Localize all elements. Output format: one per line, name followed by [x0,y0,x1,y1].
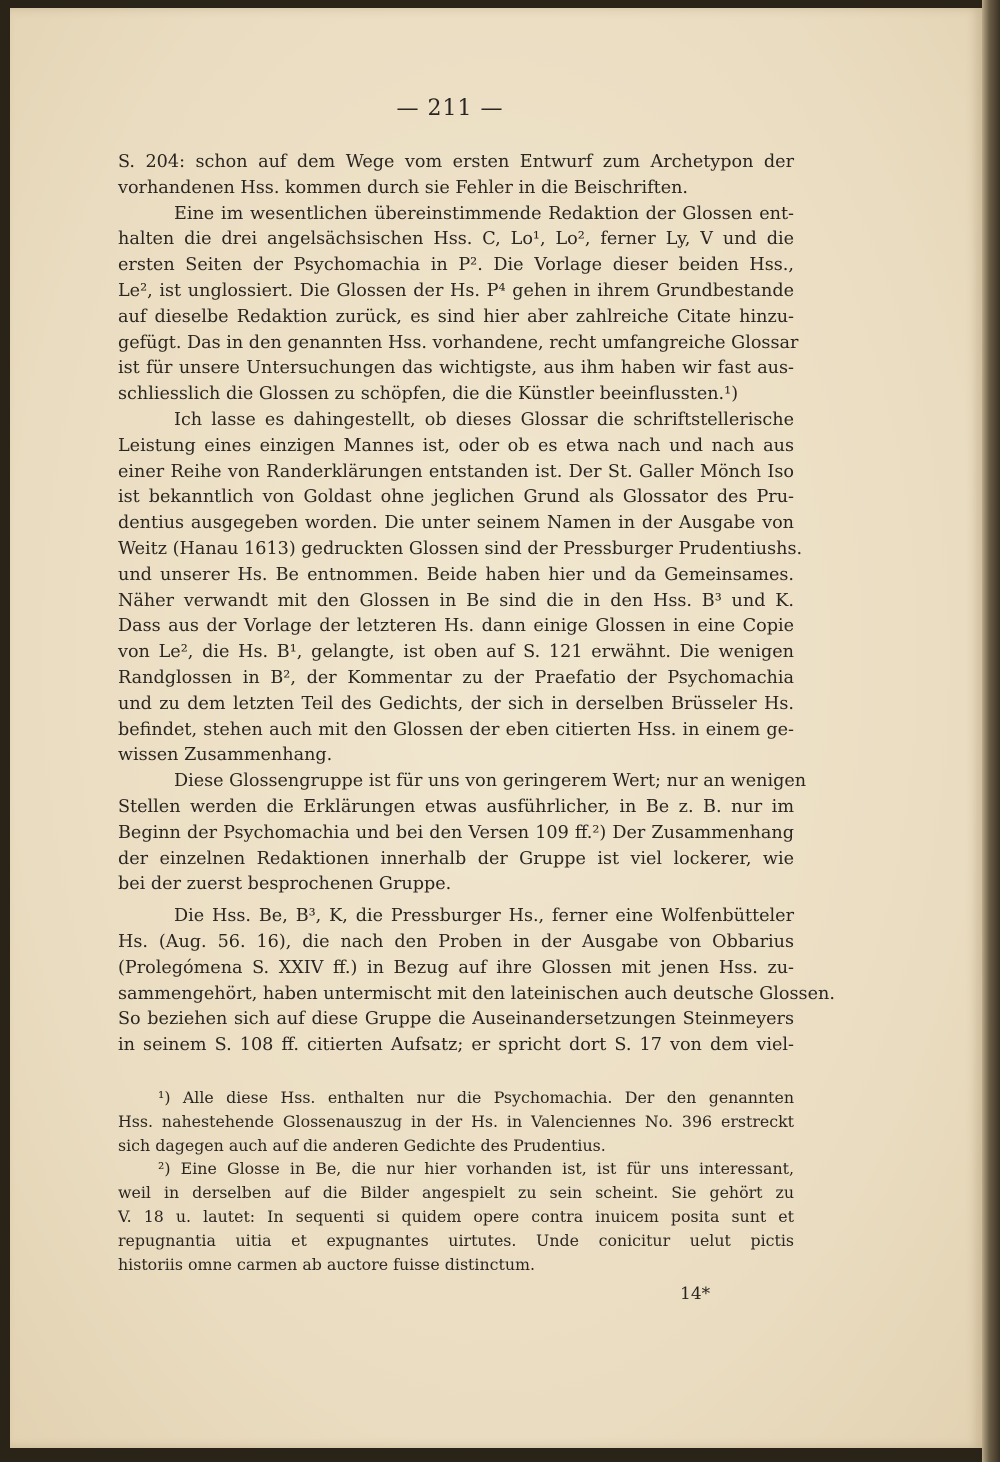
text-line: Hs. (Aug. 56. 16), die nach den Proben in der Ausgabe von Obbarius [118,931,794,952]
text-line: von Le², die Hs. B¹, gelangte, ist oben auf S. 121 erwähnt. Die wenigen [118,642,794,663]
text-line: und unserer Hs. Be entnommen. Beide haben hier und da Gemeinsames. [118,564,794,585]
text-line: Beginn der Psychomachia und bei den Versen 109 ff.²) Der Zusammenhang [118,822,794,843]
text-line: ist bekanntlich von Goldast ohne jeglichen Grund als Glossator des Pru- [118,487,794,508]
text-line: Die Hss. Be, B³, K, die Pressburger Hs., ferner eine Wolfenbütteler [174,906,794,927]
text-line: gefügt. Das in den genannten Hss. vorhandene, recht umfangreiche Glossar [118,332,799,353]
text-line: Le², ist unglossiert. Die Glossen der Hs. P⁴ gehen in ihrem Grundbestande [118,280,794,301]
text-line: befindet, stehen auch mit den Glossen der eben citierten Hss. in einem ge- [118,719,794,740]
text-line: Leistung eines einzigen Mannes ist, oder ob es etwa nach und nach aus [118,435,794,456]
text-line: Näher verwandt mit den Glossen in Be sind die in den Hss. B³ und K. [118,590,794,611]
text-line: ist für unsere Untersuchungen das wichtigste, aus ihm haben wir fast aus- [118,358,794,379]
text-line: ersten Seiten der Psychomachia in P². Die Vorlage dieser beiden Hss., [118,255,794,276]
text-line: Eine im wesentlichen übereinstimmende Redaktion der Glossen ent- [174,203,794,224]
text-line: der einzelnen Redaktionen innerhalb der Gruppe ist viel lockerer, wie [118,848,794,869]
text-line: Weitz (Hanau 1613) gedruckten Glossen sind der Pressburger Prudentiushs. [118,538,803,559]
paragraph [118,408,803,769]
main-text [118,150,835,1059]
footnote-line: weil in derselben auf die Bilder angespielt zu sein scheint. Sie gehört zu [118,1183,794,1203]
paragraph [118,904,835,1059]
paragraph [118,202,799,408]
text-line: schliesslich die Glossen zu schöpfen, die die Künstler beeinflussten.¹) [118,384,739,405]
text-line: Diese Glossengruppe ist für uns von geringerem Wert; nur an wenigen [174,771,807,792]
paragraph [118,769,807,898]
footnote-line: sich dagegen auch auf die anderen Gedichte des Prudentius. [118,1135,606,1155]
book-binding-edge [982,0,1000,1462]
paragraph [118,150,794,202]
text-line: (Prolegómena S. XXIV ff.) in Bezug auf ihre Glossen mit jenen Hss. zu- [118,957,794,978]
footnote-line: ¹) Alle diese Hss. enthalten nur die Psychomachia. Der den genannten [158,1088,794,1107]
footnote-line: Hss. nahestehende Glossenauszug in der Hs. in Valenciennes No. 396 erstreckt [118,1111,794,1131]
text-line: und zu dem letzten Teil des Gedichts, der sich in derselben Brüsseler Hs. [118,693,794,714]
text-line: halten die drei angelsächsischen Hss. C, Lo¹, Lo², ferner Ly, V und die [118,229,794,250]
footnote [118,1157,794,1276]
text-line: auf dieselbe Redaktion zurück, es sind hier aber zahlreiche Citate hinzu- [118,306,794,327]
signature-mark: 14* [680,1284,711,1304]
text-line: Stellen werden die Erklärungen etwas ausführlicher, in Be z. B. nur im [118,796,794,817]
text-line: wissen Zusammenhang. [118,745,333,766]
text-line: So beziehen sich auf diese Gruppe die Auseinandersetzungen Steinmeyers [118,1009,794,1030]
text-line: sammengehört, haben untermischt mit den lateinischen auch deutsche Glossen. [118,983,835,1004]
footnote-line: V. 18 u. lautet: In sequenti si quidem opere contra inuicem posita sunt et [118,1206,794,1226]
text-line: einer Reihe von Randerklärungen entstanden ist. Der St. Galler Mönch Iso [118,461,794,482]
footnote-line: ²) Eine Glosse in Be, die nur hier vorhanden ist, ist für uns interessant, [158,1159,794,1179]
book-page [10,8,982,1448]
footnote-line: historiis omne carmen ab auctore fuisse distinctum. [118,1254,535,1274]
footnote [118,1086,794,1157]
text-line: dentius ausgegeben worden. Die unter seinem Namen in der Ausgabe von [118,513,794,534]
page-number: — 211 — [396,96,504,121]
text-line: vorhandenen Hss. kommen durch sie Fehler in die Beischriften. [118,177,689,198]
footnotes [118,1086,794,1276]
footnote-line: repugnantia uitia et expugnantes uirtutes. Unde conicitur uelut pictis [118,1230,794,1250]
text-line: bei der zuerst besprochenen Gruppe. [118,874,452,895]
text-line: Randglossen in B², der Kommentar zu der Praefatio der Psychomachia [118,667,794,688]
text-line: Dass aus der Vorlage der letzteren Hs. dann einige Glossen in eine Copie [118,616,794,637]
text-line: Ich lasse es dahingestellt, ob dieses Glossar die schriftstellerische [174,409,794,430]
text-line: in seinem S. 108 ff. citierten Aufsatz; er spricht dort S. 17 von dem viel- [118,1035,794,1056]
text-line: S. 204: schon auf dem Wege vom ersten Entwurf zum Archetypon der [118,152,794,172]
